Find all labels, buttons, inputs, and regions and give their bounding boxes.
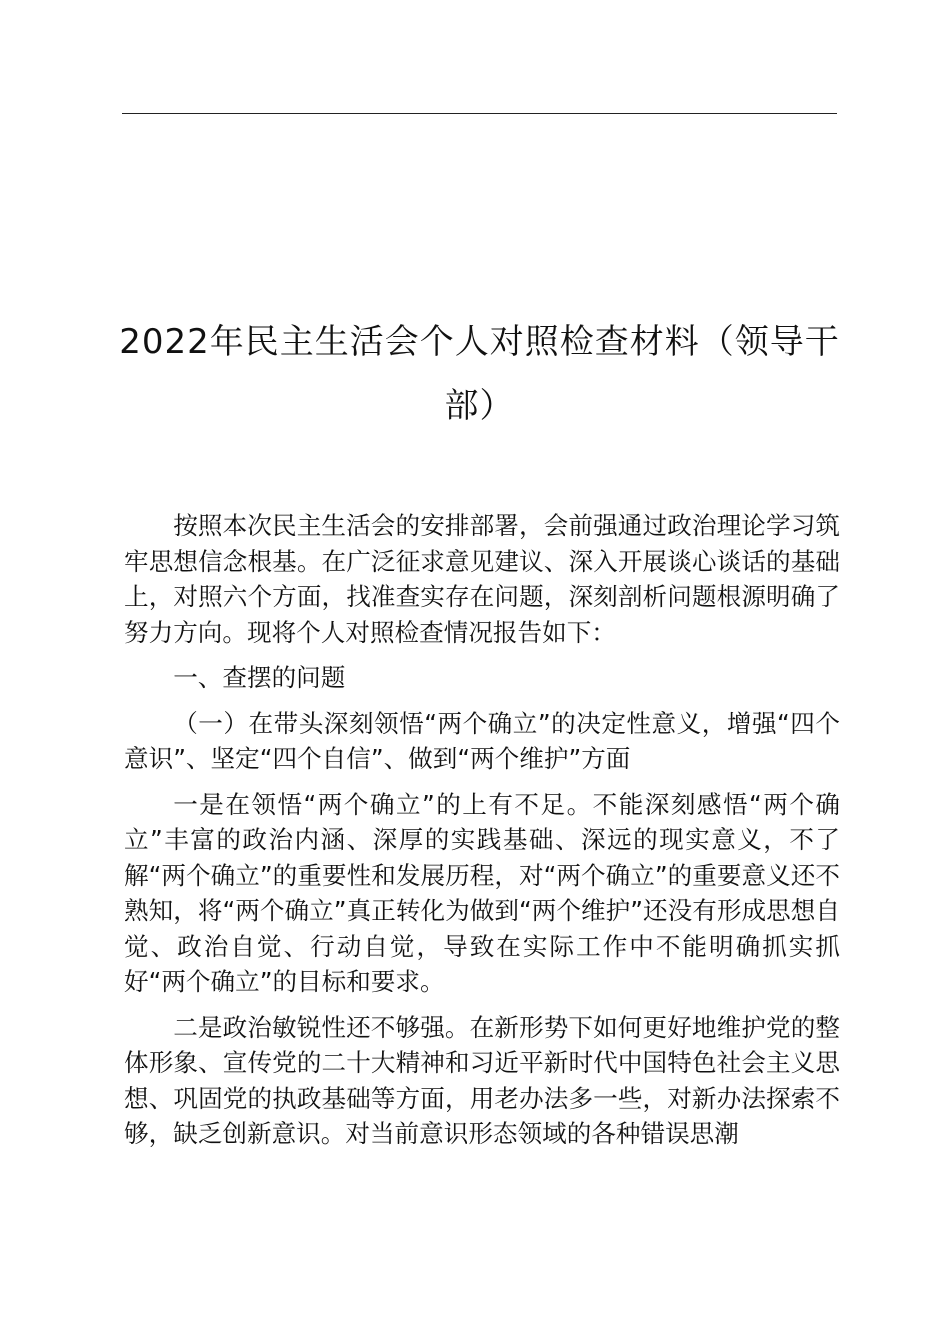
header-rule: [122, 113, 837, 114]
section-heading: 一、查摆的问题: [173, 663, 346, 692]
body-paragraph: 二是政治敏锐性还不够强。在新形势下如何更好地维护党的整体形象、宣传党的二十大精神和习近平新时代中国特色社会主义思想、巩固党的执政基础等方面，用老办法多一些，对新办法探索不够，缺乏创新意识。对当前意识形态领域的各种错误思潮: [124, 1012, 840, 1148]
intro-paragraph: 按照本次民主生活会的安排部署，会前强通过政治理论学习筑牢思想信念根基。在广泛征求意见建议、深入开展谈心谈话的基础上，对照六个方面，找准查实存在问题，深刻剖析问题根源明确了努力方向。现将个人对照检查情况报告如下：: [124, 511, 840, 647]
document-title: 2022年民主生活会个人对照检查材料（领导干部）: [119, 322, 840, 426]
subsection-heading: （一）在带头深刻领悟“两个确立”的决定性意义，增强“四个意识”、坚定“四个自信”、做到“两个维护”方面: [124, 708, 840, 773]
document-body: [124, 508, 840, 1162]
body-paragraph: 一是在领悟“两个确立”的上有不足。不能深刻感悟“两个确立”丰富的政治内涵、深厚的实践基础、深远的现实意义，不了解“两个确立”的重要性和发展历程，对“两个确立”的重要意义还不熟知，将“两个确立”真正转化为做到“两个维护”还没有形成思想自觉、政治自觉、行动自觉，导致在实际工作中不能明确抓实抓好“两个确立”的目标和要求。: [124, 789, 840, 996]
